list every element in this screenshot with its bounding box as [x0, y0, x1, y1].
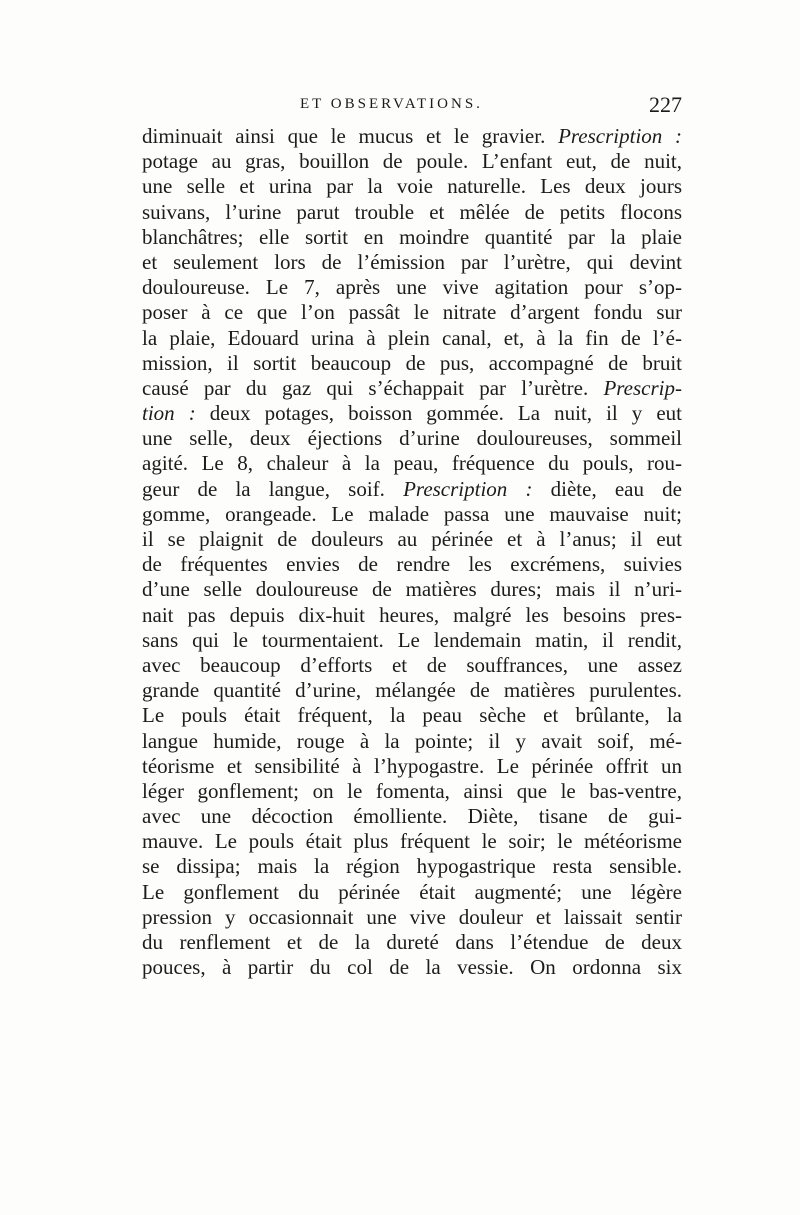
text-line: [142, 275, 682, 300]
text-line: [142, 225, 682, 250]
text-segment: de fréquentes envies de rendre les excrémens, suivies: [142, 552, 682, 577]
text-line: [142, 880, 682, 905]
text-segment: mauve. Le pouls était plus fréquent le soir; le météorisme: [142, 829, 682, 854]
text-segment: causé par du gaz qui s’échappait par l’urètre.: [142, 375, 604, 400]
text-line: [142, 426, 682, 451]
text-segment: une selle, deux éjections d’urine douloureuses, sommeil: [142, 426, 682, 451]
text-line: [142, 603, 682, 628]
text-line: [142, 905, 682, 930]
text-line: [142, 351, 682, 376]
text-line: [142, 955, 682, 980]
text-line: [142, 401, 682, 426]
text-line: [142, 326, 682, 351]
text-segment: deux potages, boisson gommée. La nuit, il y eut: [195, 401, 682, 426]
text-line: [142, 779, 682, 804]
text-line: [142, 502, 682, 527]
text-segment: d’une selle douloureuse de matières dures; mais il n’uri-: [142, 577, 682, 602]
italic-segment: tion :: [142, 401, 196, 426]
text-segment: agité. Le 8, chaleur à la peau, fréquence du pouls, rou-: [142, 451, 682, 476]
text-segment: sans qui le tourmentaient. Le lendemain matin, il rendit,: [142, 627, 682, 652]
text-segment: blanchâtres; elle sortit en moindre quantité par la plaie: [142, 224, 682, 249]
text-line: [142, 930, 682, 955]
text-line: [142, 477, 682, 502]
text-line: [142, 174, 682, 199]
text-segment: avec une décoction émolliente. Diète, tisane de gui-: [142, 804, 682, 829]
text-line: [142, 577, 682, 602]
text-segment: pouces, à partir du col de la vessie. On ordonna six: [142, 955, 682, 980]
text-segment: se dissipa; mais la région hypogastrique resta sensible.: [142, 854, 682, 879]
text-segment: nait pas depuis dix-huit heures, malgré les besoins pres-: [142, 602, 682, 627]
text-line: [142, 754, 682, 779]
text-segment: la plaie, Edouard urina à plein canal, et, à la fin de l’é-: [142, 325, 682, 350]
text-segment: Le gonflement du périnée était augmenté; une légère: [142, 879, 682, 904]
text-line: [142, 451, 682, 476]
text-segment: diminuait ainsi que le mucus et le gravier.: [142, 124, 559, 148]
text-segment: poser à ce que l’on passât le nitrate d’argent fondu sur: [142, 300, 682, 325]
running-head: [142, 92, 682, 120]
text-line: [142, 124, 682, 149]
text-line: [142, 854, 682, 879]
text-segment: léger gonflement; on le fomenta, ainsi que le bas-ventre,: [142, 778, 682, 803]
body-text: [142, 124, 682, 980]
text-segment: grande quantité d’urine, mélangée de matières purulentes.: [142, 678, 682, 703]
text-segment: diète, eau de: [532, 476, 682, 501]
text-line: [142, 300, 682, 325]
text-segment: Le pouls était fréquent, la peau sèche et brûlante, la: [142, 703, 682, 728]
text-segment: avec beaucoup d’efforts et de souffrances, une assez: [142, 652, 682, 677]
text-segment: pression y occasionnait une vive douleur et laissait sentir: [142, 904, 682, 929]
text-segment: geur de la langue, soif.: [142, 476, 404, 501]
page-number: 227: [649, 92, 682, 117]
text-segment: gomme, orangeade. Le malade passa une mauvaise nuit;: [142, 501, 682, 526]
text-segment: suivans, l’urine parut trouble et mêlée de petits flocons: [142, 199, 682, 224]
text-line: [142, 653, 682, 678]
text-line: [142, 250, 682, 275]
text-line: [142, 804, 682, 829]
text-segment: langue humide, rouge à la pointe; il y avait soif, mé-: [142, 728, 682, 753]
text-line: [142, 703, 682, 728]
text-segment: une selle et urina par la voie naturelle. Les deux jours: [142, 174, 682, 199]
text-segment: mission, il sortit beaucoup de pus, accompagné de bruit: [142, 350, 682, 375]
italic-segment: Prescription :: [558, 124, 682, 148]
text-line: [142, 200, 682, 225]
text-segment: et seulement lors de l’émission par l’urètre, qui devint: [142, 249, 682, 274]
text-segment: potage au gras, bouillon de poule. L’enfant eut, de nuit,: [142, 149, 682, 174]
text-segment: il se plaignit de douleurs au périnée et à l’anus; il eut: [142, 527, 682, 551]
text-line: [142, 376, 682, 401]
italic-segment: Prescrip-: [603, 375, 682, 400]
text-line: [142, 149, 682, 174]
text-line: [142, 527, 682, 552]
text-line: [142, 678, 682, 703]
text-line: [142, 628, 682, 653]
text-segment: douloureuse. Le 7, après une vive agitation pour s’op-: [142, 275, 682, 300]
text-segment: téorisme et sensibilité à l’hypogastre. Le périnée offrit un: [142, 753, 682, 778]
running-title: ET OBSERVATIONS.: [300, 96, 483, 112]
text-segment: du renflement et de la dureté dans l’étendue de deux: [142, 930, 682, 954]
italic-segment: Prescription :: [403, 476, 533, 501]
text-line: [142, 829, 682, 854]
text-line: [142, 729, 682, 754]
text-line: [142, 552, 682, 577]
